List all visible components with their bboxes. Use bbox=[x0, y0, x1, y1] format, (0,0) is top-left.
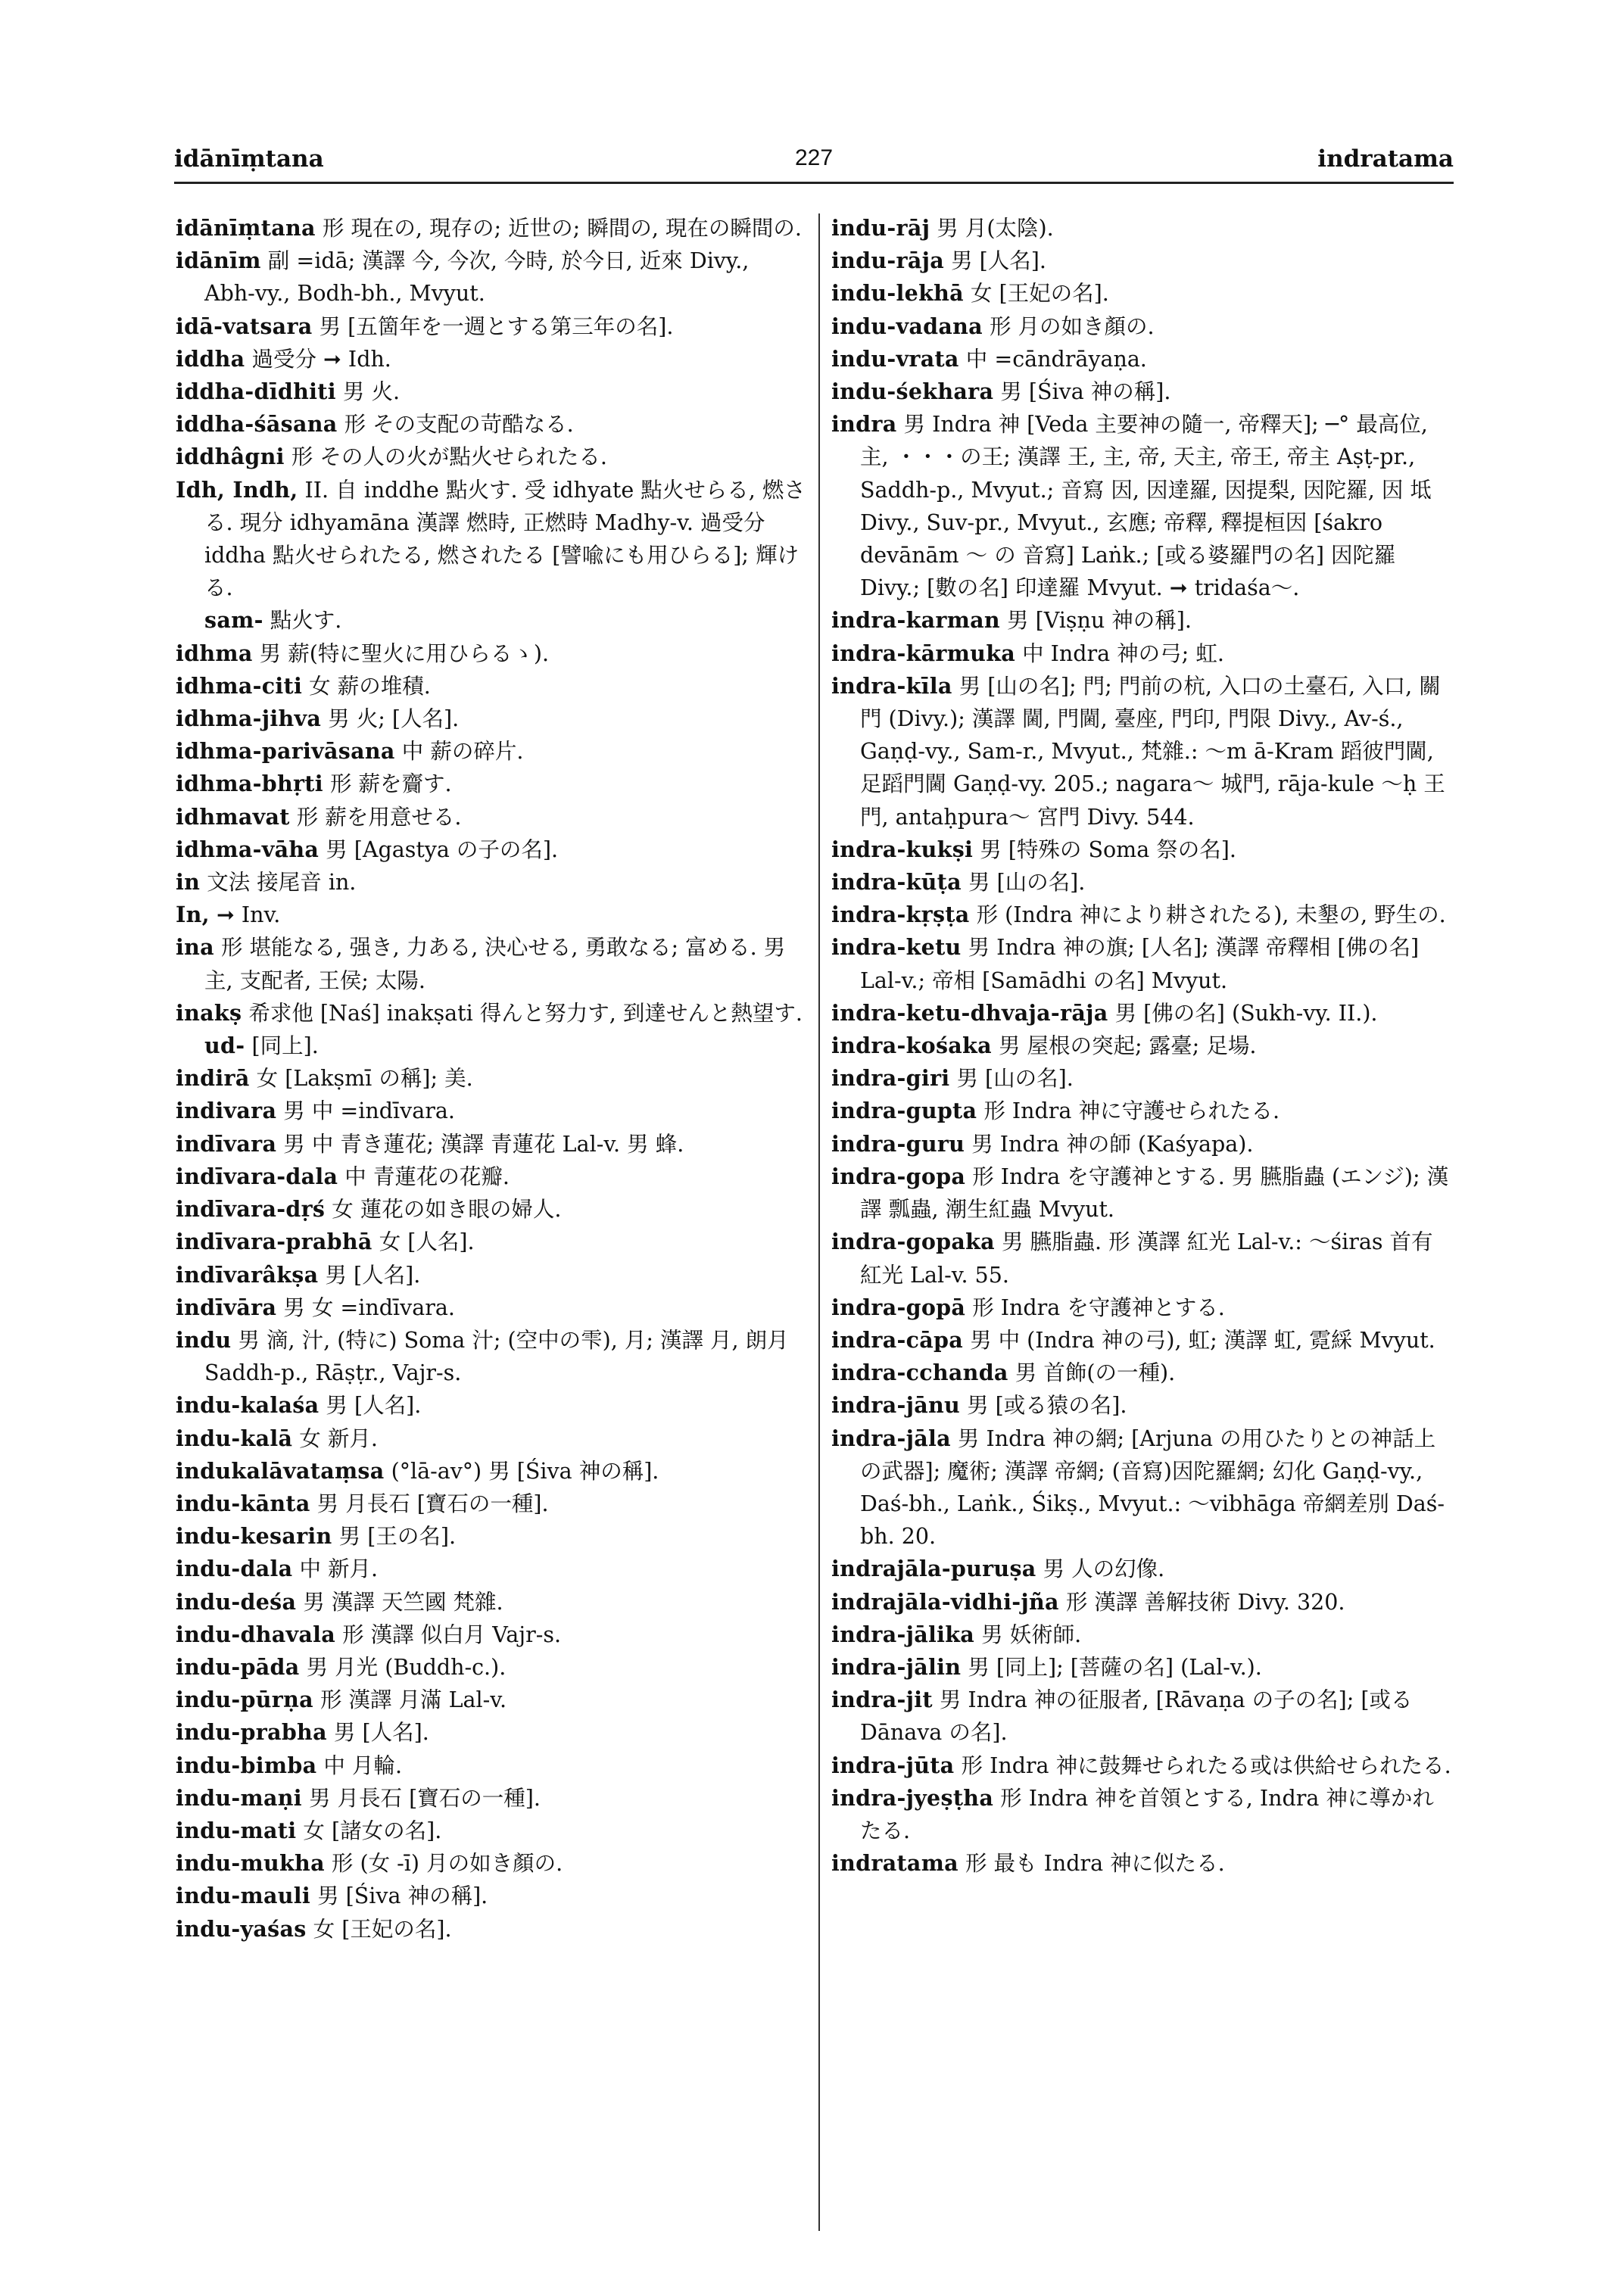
entry-definition: 形 Indra 神に鼓舞せられたる或は供給せられたる. bbox=[961, 1752, 1451, 1778]
dictionary-entry bbox=[176, 212, 806, 245]
entry-definition: 形 堪能なる, 强き, 力ある, 決心せる, 勇敢なる; 富める. 男 主, 支配者, 王侯; 太陽. bbox=[204, 935, 786, 993]
entry-headword: indra-kośaka bbox=[831, 1033, 992, 1059]
entry-definition: 文法 接尾音 in. bbox=[207, 870, 357, 896]
entry-definition: 中 新月. bbox=[299, 1556, 379, 1582]
dictionary-entry bbox=[831, 1324, 1454, 1357]
entry-definition: 形 現在の, 現存の; 近世の; 瞬間の, 現在の瞬間の. bbox=[322, 216, 802, 241]
entry-headword: In, bbox=[176, 902, 210, 928]
entry-definition: 男 火. bbox=[342, 379, 401, 405]
entry-headword: indu-mati bbox=[176, 1817, 297, 1843]
entry-headword: indu-deśa bbox=[176, 1588, 297, 1615]
dictionary-entry bbox=[176, 343, 806, 375]
dictionary-entry bbox=[176, 310, 806, 343]
dictionary-entry bbox=[831, 1357, 1454, 1389]
dictionary-entry bbox=[831, 1684, 1454, 1749]
entry-definition: 形 Indra を守護神とする. bbox=[972, 1294, 1225, 1320]
entry-definition: 形 Indra 神に守護せられたる. bbox=[983, 1098, 1280, 1124]
entry-headword: indrajāla-puruṣa bbox=[831, 1556, 1036, 1582]
entry-definition: 男 臙脂蟲. 形 漢譯 紅光 Lal-v.: ～śiras 首有紅光 Lal-v. 55. bbox=[860, 1229, 1433, 1288]
dictionary-entry bbox=[176, 1324, 806, 1389]
entry-definition: 男 [山の名]; 門; 門前の杭, 入口の土臺石, 入口, 關門 (Divy.); 漢譯 閫, 門閫, 臺座, 門印, 門限 Divy., Av-ś., Gaṇḍ-vy., Sam-r., Mvyut., 梵雜.: ～m ā-Kram 蹈彼門閫, 足蹈門閫 Gaṇḍ-vy. 205.; nagara～ 城門, rāja-kule ～ḥ 王門, antaḥpura～ 宮門 Divy. 544. bbox=[860, 673, 1445, 830]
entry-headword: indu-kalā bbox=[176, 1425, 293, 1451]
entry-headword: indu bbox=[176, 1326, 232, 1353]
entry-definition: 女 蓮花の如き眼の婦人. bbox=[332, 1197, 562, 1223]
dictionary-entry bbox=[831, 1389, 1454, 1422]
dictionary-entry bbox=[831, 1847, 1454, 1880]
dictionary-entry bbox=[831, 1095, 1454, 1127]
dictionary-entry bbox=[176, 1095, 806, 1127]
entry-headword: indra-kūṭa bbox=[831, 869, 962, 896]
entry-definition: 形 Indra を守護神とする. 男 臙脂蟲 (エンジ); 漢譯 瓢蟲, 潮生紅蟲 Mvyut. bbox=[860, 1164, 1449, 1223]
dictionary-entry bbox=[176, 474, 806, 605]
entry-definition: 男 中 (Indra 神の弓), 虹; 漢譯 虹, 霓綵 Mvyut. bbox=[970, 1327, 1435, 1353]
entry-headword: indra-gopaka bbox=[831, 1229, 995, 1255]
entry-headword: indu-vadana bbox=[831, 313, 983, 339]
left-running-head: idānīṃtana bbox=[174, 145, 324, 173]
entry-definition: 男 Indra 神の征服者, [Rāvaṇa の子の名]; [或る Dānava の名]. bbox=[860, 1687, 1413, 1746]
dictionary-entry bbox=[831, 997, 1454, 1030]
dictionary-entry bbox=[176, 1847, 806, 1880]
dictionary-entry bbox=[176, 1389, 806, 1422]
entry-headword: indra-kārmuka bbox=[831, 640, 1016, 666]
entry-definition: 中 月輪. bbox=[323, 1752, 403, 1778]
entry-definition: 形 漢譯 善解技術 Divy. 320. bbox=[1065, 1589, 1345, 1615]
entry-headword: indra bbox=[831, 411, 897, 438]
entry-headword: indu-pūrṇa bbox=[176, 1687, 313, 1713]
dictionary-entry bbox=[176, 1291, 806, 1324]
entry-definition: 形 (女 -ī) 月の如き顏の. bbox=[331, 1851, 563, 1877]
entry-headword: indra-jyeṣṭha bbox=[831, 1784, 994, 1811]
dictionary-entry bbox=[831, 1128, 1454, 1161]
dictionary-entry bbox=[831, 1586, 1454, 1618]
entry-headword: indra-jālika bbox=[831, 1621, 975, 1647]
entry-definition: 形 漢譯 似白月 Vajr-s. bbox=[342, 1622, 562, 1647]
dictionary-entry bbox=[176, 604, 806, 637]
entry-definition: ➞ Inv. bbox=[216, 902, 281, 928]
dictionary-entry bbox=[831, 408, 1454, 604]
entry-headword: indu-pāda bbox=[176, 1653, 300, 1680]
entry-headword: indukalāvataṃsa bbox=[176, 1457, 385, 1484]
entry-headword: indu-kalaśa bbox=[176, 1392, 320, 1419]
entry-definition: 男 [Śiva 神の稱]. bbox=[1000, 379, 1171, 405]
entry-headword: idhma-citi bbox=[176, 672, 303, 699]
entry-headword: idhma-vāha bbox=[176, 836, 320, 862]
entry-definition: 男 [特殊の Soma 祭の名]. bbox=[980, 837, 1236, 862]
dictionary-entry bbox=[831, 899, 1454, 931]
entry-headword: indra-kṛṣṭa bbox=[831, 902, 970, 928]
dictionary-entry bbox=[831, 1226, 1454, 1291]
entry-headword: indra-karman bbox=[831, 607, 1000, 634]
entry-headword: indra-guru bbox=[831, 1130, 965, 1157]
dictionary-entry bbox=[831, 604, 1454, 637]
entry-headword: indra-giri bbox=[831, 1065, 950, 1092]
dictionary-entry bbox=[176, 245, 806, 310]
entry-headword: in bbox=[176, 869, 201, 896]
entry-definition: 男 滴, 汁, (特に) Soma 汁; (空中の雫), 月; 漢譯 月, 朗月 Saddh-p., Rāṣṭr., Vajr-s. bbox=[204, 1327, 789, 1386]
entry-headword: idānīm bbox=[176, 248, 261, 274]
entry-headword: indu-śekhara bbox=[831, 379, 994, 405]
dictionary-entry bbox=[176, 1684, 806, 1716]
entry-definition: 過受分 ➞ Idh. bbox=[251, 346, 391, 372]
dictionary-entry bbox=[176, 1815, 806, 1847]
entry-headword: idhma bbox=[176, 640, 253, 666]
entry-headword: ud- bbox=[204, 1033, 245, 1059]
entry-definition: 男 屋根の突起; 露臺; 足場. bbox=[998, 1033, 1257, 1059]
dictionary-entry bbox=[831, 1161, 1454, 1226]
entry-headword: indra-jānu bbox=[831, 1392, 961, 1419]
entry-headword: idhma-bhṛti bbox=[176, 771, 323, 797]
dictionary-entry bbox=[176, 1062, 806, 1095]
entry-headword: sam- bbox=[204, 607, 263, 634]
dictionary-entry bbox=[831, 375, 1454, 408]
dictionary-entry bbox=[176, 637, 806, 670]
dictionary-entry bbox=[831, 1782, 1454, 1847]
entry-definition: 男 薪(特に聖火に用ひらるゝ). bbox=[259, 640, 550, 666]
entry-definition: 形 Indra 神を首領とする, Indra 神に導かれたる. bbox=[860, 1785, 1434, 1843]
dictionary-entry bbox=[176, 1651, 806, 1684]
entry-headword: indu-mauli bbox=[176, 1883, 311, 1909]
entry-headword: inakṣ bbox=[176, 999, 242, 1026]
dictionary-entry bbox=[176, 1782, 806, 1815]
dictionary-entry bbox=[831, 637, 1454, 670]
entry-definition: 男 [五箇年を一週とする第三年の名]. bbox=[319, 313, 674, 339]
entry-definition: 男 [Agastya の子の名]. bbox=[326, 837, 559, 862]
entry-definition: 男 Indra 神の網; [Arjuna の用ひたりとの神話上の武器]; 魔術; 漢譯 帝網; (音寫)因陀羅網; 幻化 Gaṇḍ-vy., Daś-bh., Laṅk., Śikṣ., Mvyut.: ～vibhāga 帝網差別 Daś-bh. 20. bbox=[860, 1425, 1445, 1550]
entry-headword: indra-cchanda bbox=[831, 1360, 1008, 1386]
entry-headword: indra-ketu-dhvaja-rāja bbox=[831, 999, 1108, 1026]
dictionary-entry bbox=[176, 1128, 806, 1161]
entry-headword: indīvarâkṣa bbox=[176, 1261, 319, 1288]
entry-definition: 點火す. bbox=[270, 608, 342, 634]
entry-headword: iddha-śāsana bbox=[176, 411, 338, 438]
dictionary-entry bbox=[831, 1651, 1454, 1684]
dictionary-entry bbox=[176, 866, 806, 899]
entry-headword: indra-gopā bbox=[831, 1294, 966, 1320]
entry-headword: indra-kukṣi bbox=[831, 836, 974, 862]
entry-headword: indrajāla-vidhi-jña bbox=[831, 1588, 1059, 1615]
entry-definition: 希求他 [Naś] inakṣati 得んと努力す, 到達せんと熱望す. bbox=[248, 1000, 803, 1026]
entry-headword: indu-dala bbox=[176, 1556, 293, 1582]
entry-headword: indu-maṇi bbox=[176, 1784, 302, 1811]
dictionary-entry bbox=[176, 1913, 806, 1946]
dictionary-entry bbox=[176, 801, 806, 833]
entry-definition: 男 月光 (Buddh-c.). bbox=[306, 1654, 507, 1680]
dictionary-entry bbox=[176, 408, 806, 441]
entry-definition: 男 月長石 [寶石の一種]. bbox=[308, 1785, 541, 1811]
dictionary-entry bbox=[831, 212, 1454, 245]
dictionary-entry bbox=[831, 343, 1454, 375]
entry-headword: idhma-parivāsana bbox=[176, 738, 395, 765]
entry-headword: indratama bbox=[831, 1850, 959, 1877]
entry-definition: 男 漢譯 天竺國 梵雜. bbox=[303, 1589, 503, 1615]
entry-definition: 男 [或る猿の名]. bbox=[967, 1393, 1127, 1419]
entry-headword: indra-cāpa bbox=[831, 1326, 963, 1353]
entry-definition: 男 Indra 神の旗; [人名]; 漢譯 帝釋相 [佛の名] Lal-v.; 帝相 [Samādhi の名] Mvyut. bbox=[860, 935, 1420, 993]
entry-headword: indra-jit bbox=[831, 1687, 933, 1713]
entry-definition: 女 [諸女の名]. bbox=[303, 1818, 442, 1843]
left-column bbox=[176, 212, 806, 1946]
dictionary-entry bbox=[176, 1520, 806, 1553]
entry-definition: 男 中 =indīvara. bbox=[283, 1098, 455, 1124]
dictionary-entry bbox=[831, 1553, 1454, 1585]
dictionary-entry bbox=[831, 1062, 1454, 1095]
entry-definition: 形 (Indra 神により耕されたる), 未墾の, 野生の. bbox=[976, 902, 1446, 928]
dictionary-entry bbox=[831, 245, 1454, 277]
dictionary-entry bbox=[831, 833, 1454, 866]
dictionary-entry bbox=[176, 375, 806, 408]
entry-definition: 男 月長石 [寶石の一種]. bbox=[316, 1491, 549, 1516]
entry-definition: 形 その支配の苛酷なる. bbox=[344, 412, 574, 438]
entry-headword: iddhâgni bbox=[176, 444, 285, 470]
entry-definition: 中 =cāndrāyaṇa. bbox=[965, 346, 1147, 372]
entry-definition: 形 薪を齎す. bbox=[329, 771, 452, 797]
entry-definition: 男 [人名]. bbox=[326, 1393, 422, 1419]
entry-definition: (°lā-av°) 男 [Śiva 神の稱]. bbox=[391, 1458, 659, 1484]
dictionary-entry bbox=[176, 1880, 806, 1912]
entry-definition: 男 [Śiva 神の稱]. bbox=[317, 1883, 488, 1909]
entry-definition: 男 月(太陰). bbox=[937, 216, 1054, 241]
entry-definition: 女 [王妃の名]. bbox=[970, 281, 1109, 307]
entry-definition: 女 薪の堆積. bbox=[309, 673, 431, 699]
entry-definition: 男 [王の名]. bbox=[338, 1524, 457, 1550]
column-divider bbox=[818, 213, 820, 2231]
entry-definition: 男 [人名]. bbox=[325, 1262, 421, 1288]
dictionary-entry bbox=[176, 1488, 806, 1520]
entry-headword: indra-gupta bbox=[831, 1098, 977, 1124]
entry-headword: idānīṃtana bbox=[176, 215, 316, 241]
entry-headword: indu-yaśas bbox=[176, 1915, 307, 1942]
entry-definition: [同上]. bbox=[251, 1033, 319, 1059]
entry-headword: indīvara-dṛś bbox=[176, 1196, 326, 1223]
entry-definition: 男 火; [人名]. bbox=[328, 706, 460, 732]
dictionary-entry bbox=[831, 1030, 1454, 1062]
entry-headword: indra-jāla bbox=[831, 1425, 951, 1451]
dictionary-entry bbox=[831, 310, 1454, 343]
entry-headword: indīvara bbox=[176, 1130, 277, 1157]
dictionary-entry bbox=[176, 1553, 806, 1585]
entry-headword: indu-rāja bbox=[831, 248, 944, 274]
dictionary-entry bbox=[831, 670, 1454, 833]
entry-definition: 中 青蓮花の花瓣. bbox=[344, 1164, 510, 1189]
entry-definition: 男 中 青き蓮花; 漢譯 青蓮花 Lal-v. 男 蜂. bbox=[283, 1131, 684, 1157]
entry-definition: 男 Indra 神 [Veda 主要神の隨一, 帝釋天]; ─° 最高位, 主, ・・・の王; 漢譯 王, 主, 帝, 天主, 帝王, 帝主 Aṣṭ-pr., Saddh-p., Mvyut.; 音寫 因, 因達羅, 因提梨, 因陀羅, 因 坻 Divy., Suv-pr., Mvyut., 玄應; 帝釋, 釋提桓因 [śakro devānām ～ の 音寫] Laṅk.; [或る婆羅門の名] 因陀羅 Divy.; [數の名] 印達羅 Mvyut. ➞ tridaśa～. bbox=[860, 412, 1432, 601]
entry-headword: indu-vrata bbox=[831, 345, 959, 372]
dictionary-entry bbox=[831, 866, 1454, 899]
entry-headword: indu-mukha bbox=[176, 1850, 325, 1877]
entry-definition: 男 [同上]; [菩薩の名] (Lal-v.). bbox=[968, 1654, 1262, 1680]
entry-definition: 男 女 =indīvara. bbox=[283, 1294, 455, 1320]
entry-definition: 副 =idā; 漢譯 今, 今次, 今時, 於今日, 近來 Divy., Abh-vy., Bodh-bh., Mvyut. bbox=[204, 248, 750, 307]
dictionary-entry bbox=[176, 931, 806, 996]
entry-definition: 男 [人名]. bbox=[951, 248, 1046, 274]
entry-definition: 形 漢譯 月滿 Lal-v. bbox=[320, 1687, 507, 1713]
entry-headword: iddha bbox=[176, 345, 245, 372]
dictionary-entry bbox=[176, 1716, 806, 1749]
dictionary-entry bbox=[176, 899, 806, 931]
entry-definition: 男 [人名]. bbox=[333, 1720, 429, 1746]
dictionary-entry bbox=[831, 1291, 1454, 1324]
right-column bbox=[831, 212, 1454, 1880]
entry-definition: 女 [人名]. bbox=[379, 1229, 475, 1255]
dictionary-entry bbox=[176, 833, 806, 866]
entry-definition: 男 [Viṣṇu 神の稱]. bbox=[1007, 608, 1192, 634]
dictionary-entry bbox=[176, 1618, 806, 1651]
entry-definition: 形 月の如き顏の. bbox=[990, 313, 1155, 339]
entry-headword: indra-kīla bbox=[831, 672, 952, 699]
entry-headword: indirā bbox=[176, 1065, 250, 1092]
right-running-head: indratama bbox=[1317, 145, 1454, 173]
dictionary-entry bbox=[176, 1586, 806, 1618]
entry-definition: 男 [山の名]. bbox=[968, 870, 1086, 896]
entry-definition: 形 最も Indra 神に似たる. bbox=[965, 1851, 1225, 1877]
entry-definition: 男 首飾(の一種). bbox=[1015, 1360, 1176, 1386]
entry-headword: indīvara-prabhā bbox=[176, 1229, 372, 1255]
entry-definition: 男 [佛の名] (Sukh-vy. II.). bbox=[1114, 1000, 1378, 1026]
entry-definition: 男 妖術師. bbox=[981, 1622, 1082, 1647]
dictionary-entry bbox=[176, 1193, 806, 1226]
entry-definition: 女 新月. bbox=[299, 1425, 378, 1451]
entry-headword: indu-kesarin bbox=[176, 1523, 332, 1550]
entry-definition: 男 人の幻像. bbox=[1043, 1556, 1165, 1582]
entry-headword: idhma-jihva bbox=[176, 706, 322, 732]
entry-definition: 女 [Lakṣmī の稱]; 美. bbox=[256, 1066, 473, 1092]
entry-headword: indivara bbox=[176, 1098, 277, 1124]
entry-headword: indra-ketu bbox=[831, 934, 962, 961]
page-number: 227 bbox=[794, 145, 834, 170]
entry-definition: 形 薪を用意せる. bbox=[296, 804, 462, 830]
entry-definition: 女 [王妃の名]. bbox=[313, 1916, 452, 1942]
entry-headword: iddha-dīdhiti bbox=[176, 379, 336, 405]
dictionary-entry bbox=[176, 1259, 806, 1291]
entry-headword: indra-gopa bbox=[831, 1163, 966, 1189]
entry-headword: indu-prabha bbox=[176, 1719, 327, 1746]
entry-headword: indu-bimba bbox=[176, 1752, 317, 1778]
entry-headword: indu-kānta bbox=[176, 1490, 310, 1516]
dictionary-entry bbox=[176, 1422, 806, 1455]
dictionary-entry bbox=[831, 1749, 1454, 1782]
entry-headword: indra-jūta bbox=[831, 1752, 955, 1778]
dictionary-entry bbox=[176, 1455, 806, 1488]
dictionary-entry bbox=[176, 768, 806, 800]
entry-definition: 男 [山の名]. bbox=[956, 1066, 1074, 1092]
dictionary-entry bbox=[831, 931, 1454, 996]
dictionary-entry bbox=[176, 441, 806, 473]
entry-headword: indu-lekhā bbox=[831, 280, 964, 307]
entry-definition: 中 Indra 神の弓; 虹. bbox=[1022, 640, 1224, 666]
dictionary-entry bbox=[831, 1618, 1454, 1651]
entry-headword: indīvāra bbox=[176, 1294, 277, 1320]
entry-definition: 形 その人の火が點火せられたる. bbox=[291, 444, 607, 470]
dictionary-entry bbox=[831, 277, 1454, 310]
entry-headword: indu-dhavala bbox=[176, 1621, 336, 1647]
dictionary-entry bbox=[176, 1030, 806, 1062]
entry-definition: II. 自 inddhe 點火す. 受 idhyate 點火せらる, 燃さる. 現分 idhyamāna 漢譯 燃時, 正燃時 Madhy-v. 過受分 iddha 點火せられたる, 燃されたる [譬喩にも用ひらる]; 輝ける. bbox=[204, 477, 806, 601]
entry-definition: 中 薪の碎片. bbox=[401, 739, 524, 765]
page-header bbox=[174, 145, 1454, 183]
dictionary-entry bbox=[176, 997, 806, 1030]
dictionary-entry bbox=[176, 735, 806, 768]
dictionary-entry bbox=[176, 703, 806, 735]
dictionary-entry bbox=[176, 670, 806, 703]
entry-headword: ina bbox=[176, 934, 214, 961]
dictionary-entry bbox=[176, 1161, 806, 1193]
entry-headword: idā-vatsara bbox=[176, 313, 313, 339]
entry-headword: indra-jālin bbox=[831, 1653, 962, 1680]
entry-headword: idhmavat bbox=[176, 803, 290, 830]
dictionary-entry bbox=[176, 1226, 806, 1258]
entry-definition: 男 Indra 神の師 (Kaśyapa). bbox=[971, 1131, 1254, 1157]
header-rule bbox=[174, 182, 1454, 184]
entry-headword: indu-rāj bbox=[831, 215, 930, 241]
entry-headword: indīvara-dala bbox=[176, 1163, 338, 1189]
dictionary-entry bbox=[176, 1749, 806, 1782]
dictionary-entry bbox=[831, 1422, 1454, 1553]
entry-headword: Idh, Indh, bbox=[176, 476, 298, 503]
